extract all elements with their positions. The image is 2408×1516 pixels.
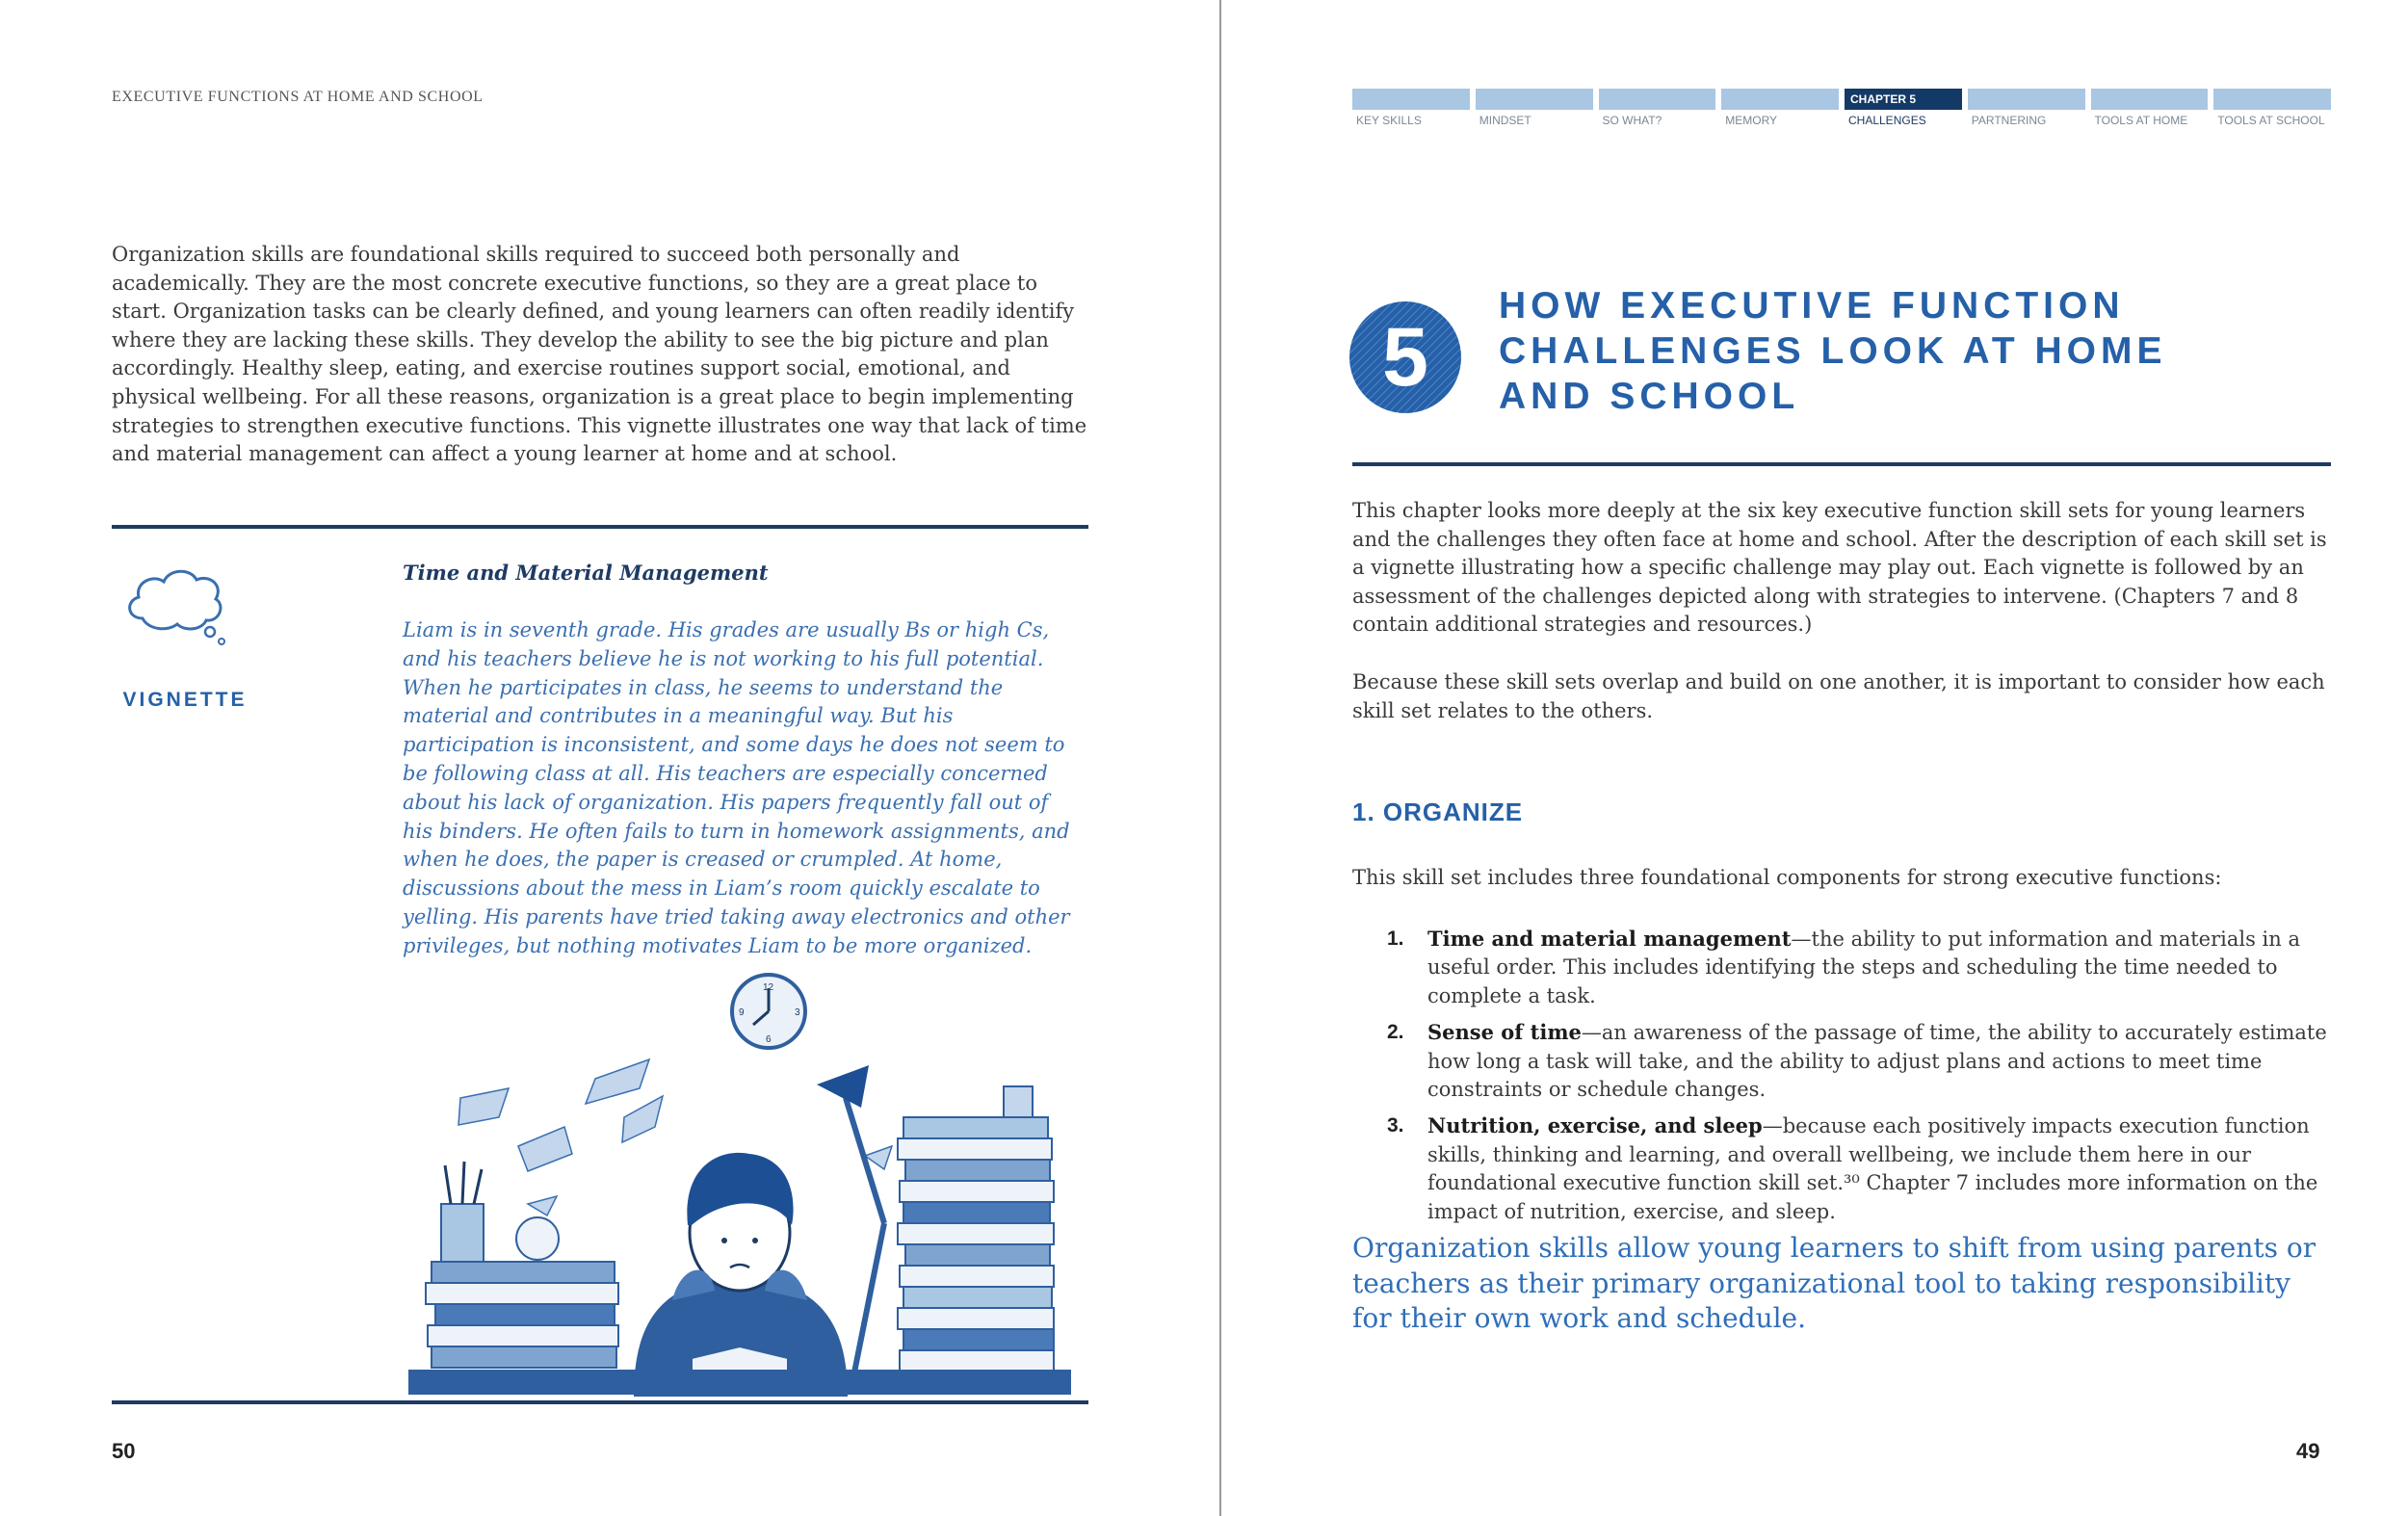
- page-spine: [1219, 0, 1221, 1516]
- nav-tab-label: TOOLS AT SCHOOL: [2217, 114, 2325, 127]
- nav-tab-memory: [1721, 89, 1839, 131]
- intro-paragraph: Organization skills are foundational skills required to succeed both personally and academically. They are the most concrete executive functions, so they are a great place to start. Organization tasks can be clearly defined, and young learners can often readily identify where they are lacking these skills. They develop the ability to see the big picture and plan accordingly. Healthy sleep, eating, and exercise routines support social, emotional, and physical wellbeing. For all these reasons, organization is a great place to begin implementing strategies to strengthen executive functions. This vignette illustrates one way that lack of time and material management can affect a young learner at home and at school.: [112, 243, 1087, 466]
- vignette-label: VIGNETTE: [122, 689, 248, 711]
- student-figure: [634, 1153, 848, 1397]
- list-description: —an awareness of the passage of time, the ability to accurately estimate how long a task will take, and the ability to adjust plans and actions to meet time constraints or schedule changes.: [1427, 1021, 2327, 1102]
- list-term: Time and material management: [1427, 927, 1792, 951]
- vignette-top-rule: [112, 525, 1088, 529]
- vignette-title: Time and Material Management: [403, 561, 769, 585]
- chapter-nav: [1352, 89, 2331, 131]
- chapter-title: HOW EXECUTIVE FUNCTION CHALLENGES LOOK AT HOME AND SCHOOL: [1499, 285, 2167, 417]
- nav-chapter-indicator: CHAPTER 5: [1850, 92, 1917, 106]
- nav-tab-label: TOOLS AT HOME: [2094, 114, 2188, 127]
- student-desk-illustration: [403, 973, 1077, 1397]
- nav-tab-so-what: [1599, 89, 1716, 131]
- desk-surface: [408, 1370, 1071, 1395]
- list-number: 2.: [1387, 1021, 1404, 1044]
- left-book-stack: [426, 1162, 618, 1368]
- vignette-body: Liam is in seventh grade. His grades are usually Bs or high Cs, and his teachers believe he is not working to his full potential. When he participates in class, he seems to understand the material and contributes in a meaningful way. But his participation is inconsistent, and some days he does not seem to be following class at all. His teachers are especially concerned about his lack of organization. His papers frequently fall out of his binders. He often fails to turn in homework assignments, and when he does, the paper is creased or crumpled. At home, discussions about the mess in Liam’s room quickly escalate to yelling. His parents have tried taking away electronics and other privileges, but nothing motivates Liam to be more organized.: [403, 618, 1070, 957]
- chapter-intro-paragraph: This chapter looks more deeply at the six key executive function skill sets for young learners and the challenges they often face at home and school. After the description of each skill set is a vignette illustrating how a specific challenge may play out. Each vignette is followed by an assessment of the challenges depicted along with strategies to intervene. (Chapters 7 and 8 contain additional strategies and resources.): [1352, 499, 2327, 637]
- nav-tab-label: PARTNERING: [1971, 114, 2047, 127]
- nav-tab-challenges: [1845, 89, 1962, 131]
- nav-tab-label: SO WHAT?: [1602, 114, 1662, 127]
- overlap-paragraph: Because these skill sets overlap and build on one another, it is important to consider how each skill set relates to the others.: [1352, 670, 2325, 722]
- pull-quote: Organization skills allow young learners to shift from using parents or teachers as their primary organizational tool to taking responsibility for their own work and schedule.: [1352, 1232, 2316, 1334]
- nav-tab-tools-at-school: [2213, 89, 2331, 131]
- nav-tab-partnering: [1968, 89, 2085, 131]
- nav-tab-label: CHALLENGES: [1848, 114, 1926, 127]
- list-number: 1.: [1387, 928, 1404, 950]
- chapter-number-badge: [1347, 299, 1464, 416]
- wall-clock-icon: [732, 975, 805, 1048]
- list-item: [1387, 1111, 2331, 1226]
- list-term: Sense of time: [1427, 1020, 1582, 1045]
- list-number: 3.: [1387, 1114, 1404, 1137]
- vignette-bottom-rule: [112, 1400, 1088, 1404]
- components-list: [1387, 925, 2331, 1234]
- nav-tab-mindset: [1476, 89, 1593, 131]
- list-item: [1387, 1018, 2331, 1104]
- list-term: Nutrition, exercise, and sleep: [1427, 1113, 1763, 1138]
- nav-tab-label: MEMORY: [1725, 114, 1778, 127]
- clock-number: 12: [763, 982, 774, 993]
- right-book-stack: [898, 1086, 1054, 1372]
- clock-number: 3: [795, 1007, 800, 1018]
- clock-number: 6: [766, 1034, 772, 1045]
- thought-cloud-icon: [121, 562, 239, 647]
- clock-number: 9: [739, 1007, 745, 1018]
- page-number-right: 49: [2296, 1439, 2320, 1463]
- nav-tab-key-skills: [1352, 89, 1470, 131]
- nav-tab-label: MINDSET: [1479, 114, 1531, 127]
- title-rule: [1352, 462, 2331, 466]
- section-heading-organize: 1. ORGANIZE: [1352, 797, 1524, 826]
- running-head: EXECUTIVE FUNCTIONS AT HOME AND SCHOOL: [112, 89, 484, 105]
- skill-set-intro: This skill set includes three foundational components for strong executive functions:: [1352, 866, 2222, 889]
- nav-tab-tools-at-home: [2091, 89, 2209, 131]
- nav-tab-label: KEY SKILLS: [1356, 114, 1422, 127]
- list-description: —because each positively impacts execution function skills, thinking and learning, and overall wellbeing, we include them here in our foundational executive function skill set.³⁰ Chapter 7 includes more information on the impact of nutrition, exercise, and sleep.: [1427, 1114, 2318, 1223]
- page-number-left: 50: [112, 1439, 136, 1463]
- list-item: [1387, 925, 2331, 1010]
- chapter-number: 5: [1382, 311, 1428, 404]
- list-description: —the ability to put information and materials in a useful order. This includes identifying the steps and scheduling the time needed to complete a task.: [1427, 928, 2300, 1007]
